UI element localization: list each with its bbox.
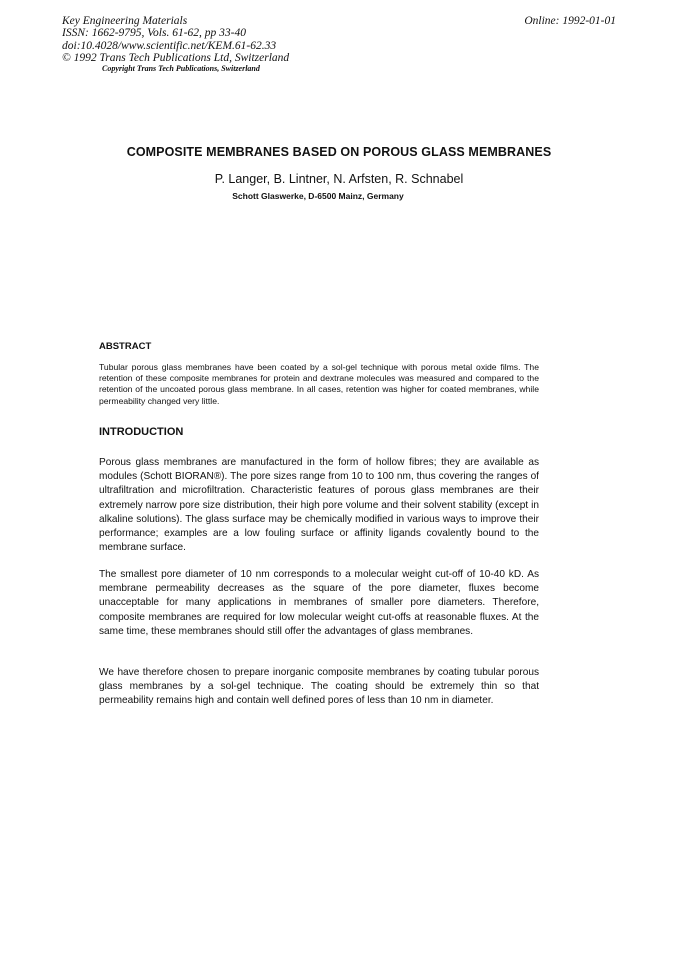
paper-title: COMPOSITE MEMBRANES BASED ON POROUS GLASS MEMBRANES — [126, 145, 552, 159]
copyright-line: Copyright Trans Tech Publications, Switzerland — [102, 64, 260, 73]
introduction-heading: INTRODUCTION — [99, 426, 184, 438]
online-date: Online: 1992-01-01 — [524, 15, 616, 27]
abstract-text: Tubular porous glass membranes have been coated by a sol-gel technique with porous metal oxide films. The retention of these composite membranes for protein and dextrane molecules was measured and compared to the retention of the uncoated porous glass membrane. In all cases, retention was higher for coated membranes, while permeability changed very little. — [99, 362, 539, 406]
doi-line[interactable]: doi:10.4028/www.scientific.net/KEM.61-62.33 — [62, 39, 277, 52]
intro-paragraph-3: We have therefore chosen to prepare inorganic composite membranes by coating tubular porous glass membranes by a sol-gel technique. The coating should be extremely thin so that permeability remains high and contain well defined pores of less than 10 nm in diameter. — [99, 667, 539, 707]
issn-line: ISSN: 1662-9795, Vols. 61-62, pp 33-40 — [62, 27, 246, 40]
paper-authors: P. Langer, B. Lintner, N. Arfsten, R. Schnabel — [214, 172, 464, 186]
publisher-line: © 1992 Trans Tech Publications Ltd, Switzerland — [62, 51, 290, 64]
journal-header — [62, 15, 289, 64]
paper-affiliation: Schott Glaswerke, D-6500 Mainz, Germany — [232, 191, 404, 201]
intro-paragraph-2: The smallest pore diameter of 10 nm corresponds to a molecular weight cut-off of 10-40 kD. As membrane permeability decreases as the square of the pore diameter, fluxes become unacceptable for many applications in membranes of smaller pore diameters. Therefore, composite membranes are required for low molecular weight cut-offs at reasonable fluxes. At the same time, these membranes should still offer the advantages of glass membranes. — [99, 569, 539, 637]
journal-name: Key Engineering Materials — [62, 15, 188, 27]
abstract-heading: ABSTRACT — [99, 341, 152, 352]
intro-paragraph-1: Porous glass membranes are manufactured in the form of hollow fibres; they are available as modules (Schott BIORAN®). The pore sizes range from 10 to 100 nm, thus covering the ranges of ultrafiltration and microfiltration. Characteristic features of porous glass membranes are their extremely narrow pore size distribution, their high pore volume and their solvent stability (except in alkaline solutions). The glass surface may be chemically modified in various ways to improve their performance; examples are a low fouling surface or affinity ligands covalently bound to the membrane surface. — [99, 457, 539, 554]
